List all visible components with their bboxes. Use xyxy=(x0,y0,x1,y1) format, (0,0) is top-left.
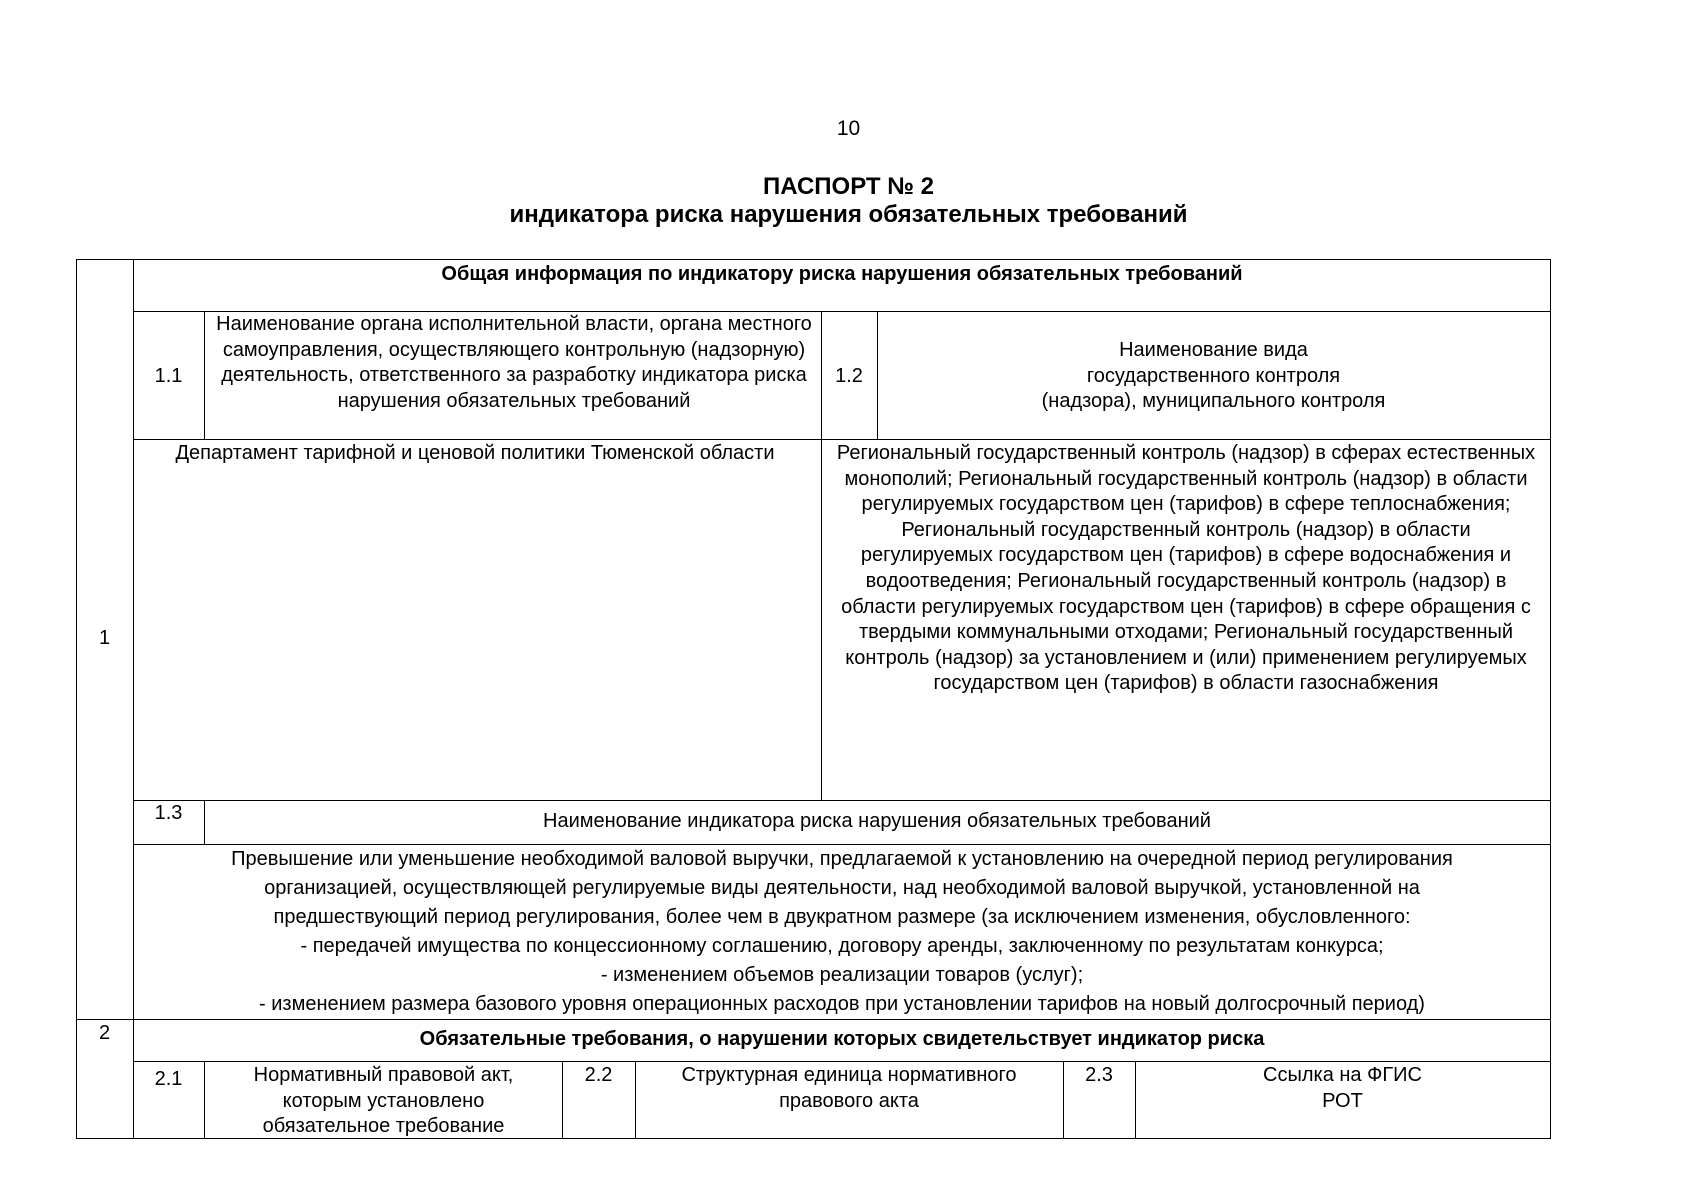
item-1-2-label-line: Наименование вида xyxy=(1119,339,1308,361)
item-1-3-value-line: - передачей имущества по концессионному соглашению, договору аренды, заключенному по результатам конкурса; xyxy=(300,935,1384,957)
item-1-2-label xyxy=(877,338,1550,415)
item-1-1-label: Наименование органа исполнительной власти, органа местного самоуправления, осуществляющего контрольную (надзорную) деятельность, ответственного за разработку индикатора риска нарушения обязательных требований xyxy=(216,313,812,412)
item-1-2-value: Региональный государственный контроль (надзор) в сферах естественных монополий; Региональный государственный контроль (надзор) в области регулируемых государством цен (тарифов) в сфере теплоснабжения; Региональный государственный контроль (надзор) в области регулируемых государством цен (тарифов) в сфере водоснабжения и водоотведения; Региональный государственный контроль (надзор) в области регулируемых государством цен (тарифов) в сфере обращения с твердыми коммунальными отходами; Региональный государственный контроль (надзор) за установлением и (или) применением регулируемых государством цен (тарифов) в области газоснабжения xyxy=(836,442,1536,695)
item-1-1-value: Департамент тарифной и ценовой политики Тюменской области xyxy=(175,442,775,464)
item-1-2-label-line: государственного контроля xyxy=(1086,364,1341,387)
page-number: 10 xyxy=(836,117,861,140)
item-2-3-label-line: РОТ xyxy=(1322,1089,1363,1112)
item-2-2-number: 2.2 xyxy=(584,1064,613,1086)
section-1-number: 1 xyxy=(98,627,111,649)
item-2-3-number: 2.3 xyxy=(1085,1064,1113,1086)
item-1-3-value-line: предшествующий период регулирования, более чем в двукратном размере (за исключением изменения, обусловленного: xyxy=(273,906,1411,928)
item-1-3-number: 1.3 xyxy=(154,802,183,824)
item-1-3-value-line: Превышение или уменьшение необходимой валовой выручки, предлагаемой к установлению на очередной период регулирования xyxy=(231,848,1453,870)
item-1-3-value-line: - изменением размера базового уровня операционных расходов при установлении тарифов на новый долгосрочный период) xyxy=(259,993,1425,1015)
item-1-3-value-line: организацией, осуществляющей регулируемые виды деятельности, над необходимой валовой выручкой, установленной на xyxy=(264,877,1420,899)
title-line-2: индикатора риска нарушения обязательных требований xyxy=(509,201,1188,228)
item-1-2-number: 1.2 xyxy=(835,365,863,387)
section-2-heading: Обязательные требования, о нарушении которых свидетельствует индикатор риска xyxy=(419,1028,1265,1050)
item-2-3-label xyxy=(1135,1063,1550,1114)
item-1-3-value-line: - изменением объемов реализации товаров (услуг); xyxy=(600,964,1084,986)
item-2-1-label: Нормативный правовой акт, которым установлено обязательное требование xyxy=(253,1064,514,1138)
item-2-2-label: Структурная единица нормативного правового акта xyxy=(681,1064,1017,1112)
title-line-1: ПАСПОРТ № 2 xyxy=(762,173,935,200)
item-2-3-label-line: Ссылка на ФГИС xyxy=(1263,1064,1422,1086)
section-2-number: 2 xyxy=(98,1022,111,1044)
item-1-2-label-line: (надзора), муниципального контроля xyxy=(1041,390,1386,413)
item-1-3-label: Наименование индикатора риска нарушения обязательных требований xyxy=(543,810,1211,832)
item-1-1-number: 1.1 xyxy=(154,365,183,387)
item-1-3-value xyxy=(134,845,1550,1019)
item-2-1-number: 2.1 xyxy=(154,1068,183,1090)
section-1-heading: Общая информация по индикатору риска нарушения обязательных требований xyxy=(441,263,1243,285)
